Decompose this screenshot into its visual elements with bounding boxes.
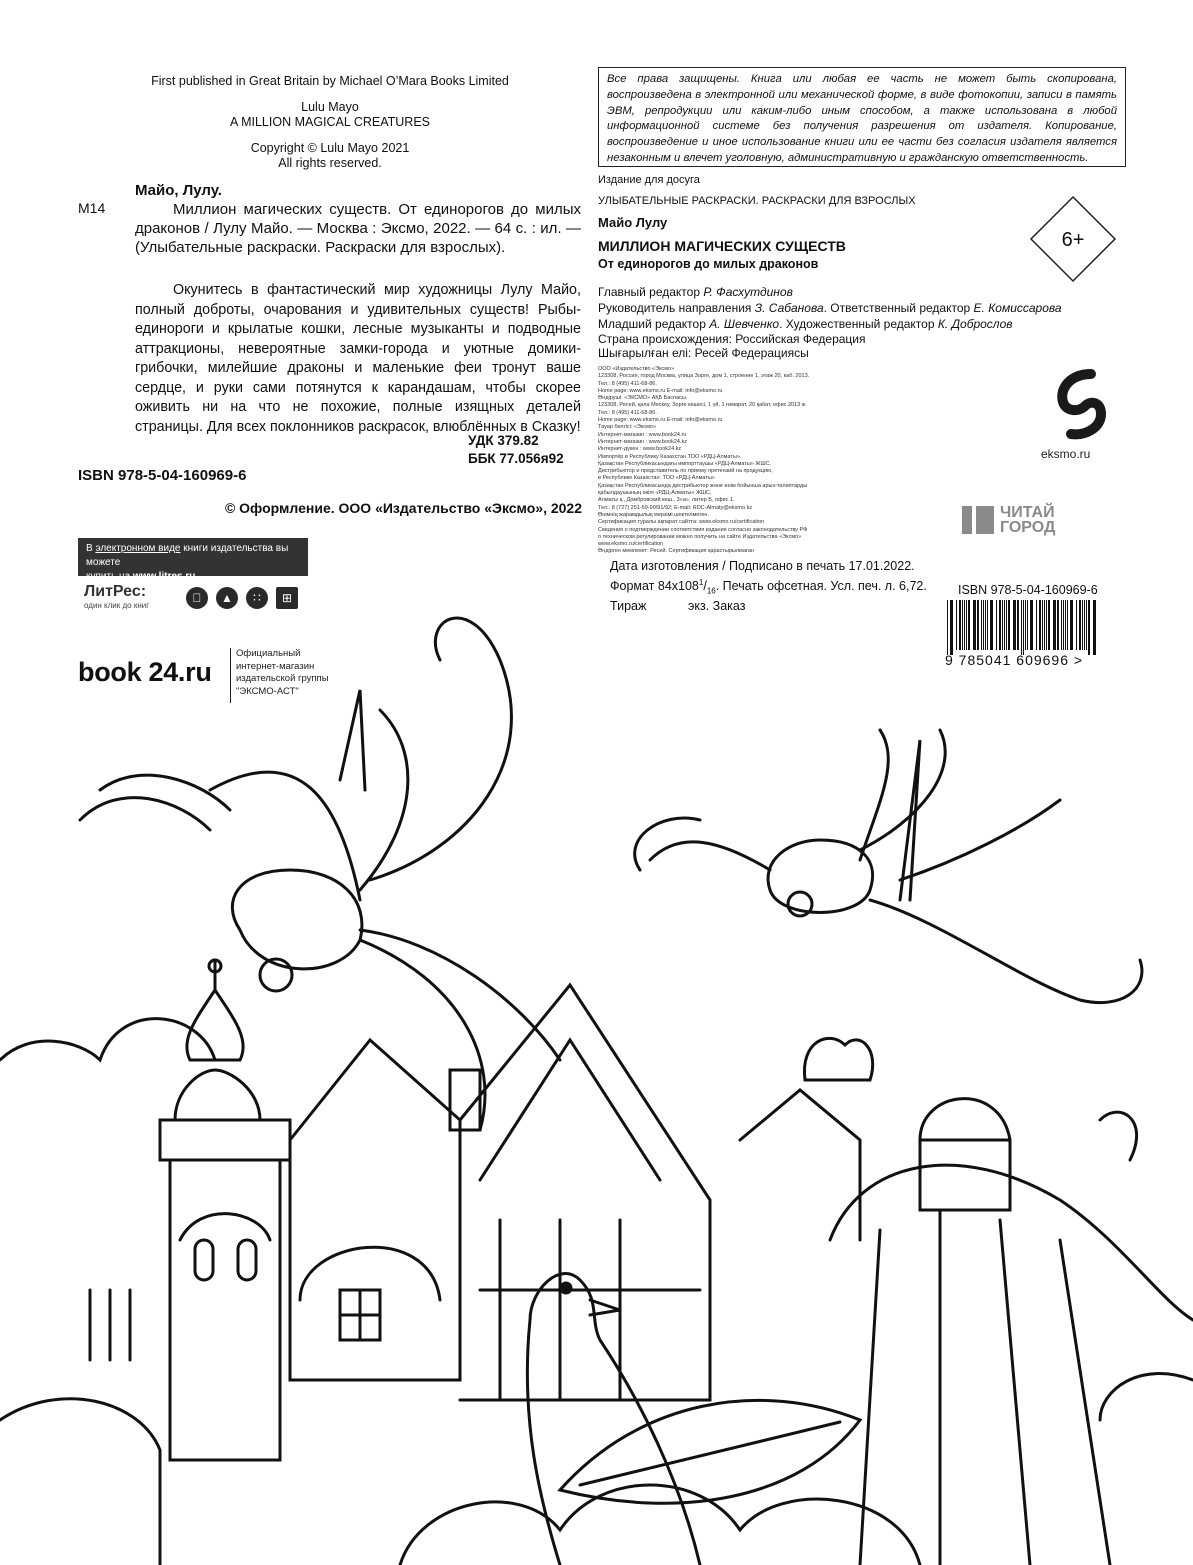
book24-desc-line: интернет-магазин [236,660,315,672]
litres-pre: В [86,543,93,554]
android-icon: ▲ [216,587,238,609]
fine-print-line: Қазақстан Республикасындағы импорттаушы «РДЦ-Алматы» ЖШС. [598,460,772,467]
fine-print-line: Алматы қ., Домбровский көш., 3«а», литер Б, офис 1. [598,497,735,504]
country-kz: Шығарылған елі: Ресей Федерациясы [598,346,809,360]
head-label: Руководитель направления [598,301,752,315]
litres-link[interactable]: электронном виде [95,543,181,554]
fine-print-line: о техническом регулировании можно получить на сайте Издательства «Эксмо» [598,533,802,540]
junior-label: Младший редактор [598,317,706,331]
litres-post: книги издательства вы можете [86,543,289,568]
isbn-right: ISBN 978-5-04-160969-6 [958,583,1098,597]
junior-name: А. Шевченко [709,317,780,331]
catalog-code: М14 [78,200,106,216]
format-post: . Печать офсетная. Усл. печ. л. 6,72. [715,578,927,593]
chitai-gorod-mark [962,506,994,534]
head-name: З. Сабанова [754,301,824,315]
chitai-word-1: ЧИТАЙ [1000,504,1055,521]
design-copyright: © Оформление. ООО «Издательство «Эксмо», 2022 [224,500,582,516]
fine-print-line: Home page: www.eksmo.ru E-mail: info@eksmo.ru [598,387,723,394]
fine-print-line: Тауар белгісі: «Эксмо» [598,424,657,431]
fine-print-line: қабылдаушының өкілі «РДЦ-Алматы» ЖШС, [598,490,712,497]
fine-print-line: www.eksmo.ru/certification [598,541,664,548]
original-rights: All rights reserved. [278,156,382,170]
original-copyright: Copyright © Lulu Mayo 2021 [250,140,410,155]
edition-type: Издание для досуга [598,174,700,186]
fine-print-line: Сертификация туралы ақпарат сайтта: www.eksmo.ru/certification [598,519,765,526]
catalog-bibliography: Миллион магических существ. От единорогов до милых драконов / Лулу Майо. — Москва : Эксмо, 2022. — 64 с. : ил. — (Улыбательные раскраски. Раскраски для взрослых). [135,201,581,256]
original-author: Lulu Mayo [301,99,359,114]
catalog-annotation: Окунитесь в фантастический мир художницы Лулу Майо, полный доброты, очарования и удивительных существ! Рыбы-единороги и крылатые кошки, лесные музыканты и подводные аттракционы, невероятные замки-города и уютные домики-грибочки, милейшие драконы и маленькие феи тронут ваше сердце, и руки сами потянутся к карандашам, чтобы скорее оживить ни на что не похожие, полные изящных деталей страницы. Для всех поклонников раскрасок, влюблённых в Сказку! [135,282,581,435]
book24-desc-line: Официальный [236,648,301,659]
book24-desc-line: издательской группы [236,673,329,684]
litres-logo: ЛитРес: [84,583,147,600]
windows-icon: ⊞ [276,587,298,609]
fine-print-line: Өндіруші: «ЭКСМО» АҚБ Баспасы, [598,395,688,402]
series-name: УЛЫБАТЕЛЬНЫЕ РАСКРАСКИ. РАСКРАСКИ ДЛЯ ВЗРОСЛЫХ [598,195,916,207]
book24-desc-line: "ЭКСМО-АСТ" [236,685,299,697]
original-title: A MILLION MAGICAL CREATURES [229,115,431,129]
fine-print-line: Тел.: 8 (495) 411-68-86. [598,409,657,416]
editorial-staff [598,284,1062,332]
print-date: Дата изготовления / Подписано в печать 17.01.2022. [610,559,915,573]
udk-code: УДК 379.82 [468,433,539,448]
fine-print [598,366,838,556]
fine-print-line: ООО «Издательство «Эксмо» [598,366,675,372]
fine-print-line: Өнімнің жарамдылық мерзімі шектелмеген. [598,511,709,518]
bbk-code: ББК 77.056я92 [468,451,564,466]
fine-print-line: Сведения о подтверждении соответствия издания согласно законодательству РФ [598,526,808,533]
imprint-title: МИЛЛИОН МАГИЧЕСКИХ СУЩЕСТВ [598,238,846,254]
fine-print-line: в Республике Казахстан: ТОО «РДЦ-Алматы» [598,475,715,482]
fine-print-line: Интернет-магазин : www.book24.ru [598,431,687,438]
fine-print-line: Интернет-дүкен : www.book24.kz [598,446,682,453]
isbn-left: ISBN 978-5-04-160969-6 [78,467,247,484]
fine-print-line: Қазақстан Республикасында дистрибьютор және өнім бойынша арыз-талаптарды [598,482,808,489]
country-info [598,332,866,360]
fine-print-line: 123308, Ресей, қала Мәскеу, Зорге көшесі, 1 үй, 1 ғимарат, 20 қабат, офис 2013 ж. [598,402,807,409]
fine-print-line: Интернет-магазин : www.book24.kz [598,438,687,445]
chitai-gorod-logo [962,505,1055,535]
print-run: Тираж экз. Заказ [610,599,746,614]
chief-name: Р. Фасхутдинов [703,285,793,299]
fine-print-line: Импортёр в Республику Казахстан ТОО «РДЦ-Алматы». [598,453,742,460]
coloring-illustration [0,600,1193,1565]
chitai-word-2: ГОРОД [1000,519,1056,536]
litres-buy: купить на [86,571,131,582]
fine-print-line: Тел.: 8 (495) 411-68-86. [598,380,657,387]
format-num: 1 [698,577,704,587]
age-rating-badge [1029,195,1117,283]
art-label: . Художественный редактор [779,317,935,331]
eksmo-site: eksmo.ru [1041,447,1091,461]
blackberry-icon: ∷ [246,587,268,609]
classification-codes [468,432,564,468]
rights-notice: Все права защищены. Книга или любая ее часть не может быть скопирована, воспроизведена в электронной или механической форме, в виде фотокопии, записи в память ЭВМ, репродукции или каким-либо иным способом, а также использована в любой информационной системе без получения разрешения от издателя. Копирование, воспроизведение и иное использование книги или ее части без согласия издателя является незаконным и влечет уголовную, административную и гражданскую ответственность. [598,67,1126,167]
age-rating: 6+ [1061,229,1085,251]
chief-label: Главный редактор [598,285,701,299]
resp-label: . Ответственный редактор [823,301,971,315]
imprint-author: Майо Лулу [598,215,668,230]
fine-print-line: 123308, Россия, город Москва, улица Зорге, дом 1, строение 1, этаж 20, каб. 2013. [598,373,810,380]
resp-name: Е. Комиссарова [973,301,1062,315]
litres-site[interactable]: www.litres.ru [132,571,196,582]
original-edition-info [120,74,540,172]
eksmo-logo-icon [1053,368,1108,440]
country-ru: Страна происхождения: Российская Федерация [598,332,866,346]
fine-print-line: Home page: www.eksmo.ru E-mail: info@eksmo.ru [598,417,723,424]
litres-tagline: один клик до книг [84,601,150,610]
format-pre: Формат 84x108 [610,578,699,593]
art-name: К. Доброслов [937,317,1013,331]
fine-print-line: Тел.: 8 (727) 251-59-90/91/92; E-mail: RDC-Almaty@eksmo.kz [598,504,753,511]
litres-banner[interactable] [78,538,308,582]
imprint-subtitle: От единорогов до милых драконов [598,257,819,271]
fine-print-line: Өндірген мемлекет: Ресей. Сертификация қарастырылмаған [598,548,754,555]
format-den: 16 [706,586,716,596]
original-publisher: First published in Great Britain by Michael O’Mara Books Limited [151,74,509,88]
book24-logo: book 24.ru [78,657,212,687]
fine-print-line: Дистрибьютор и представитель по приему претензий на продукцию, [598,468,773,475]
print-format: Формат $84x108^1/_{16}$. Печать офсетная. Усл. печ. л. 6,72. [610,577,927,596]
catalog-author: Майо, Лулу. [135,182,222,199]
barcode-number: 9 785041 609696 > [945,652,1084,668]
